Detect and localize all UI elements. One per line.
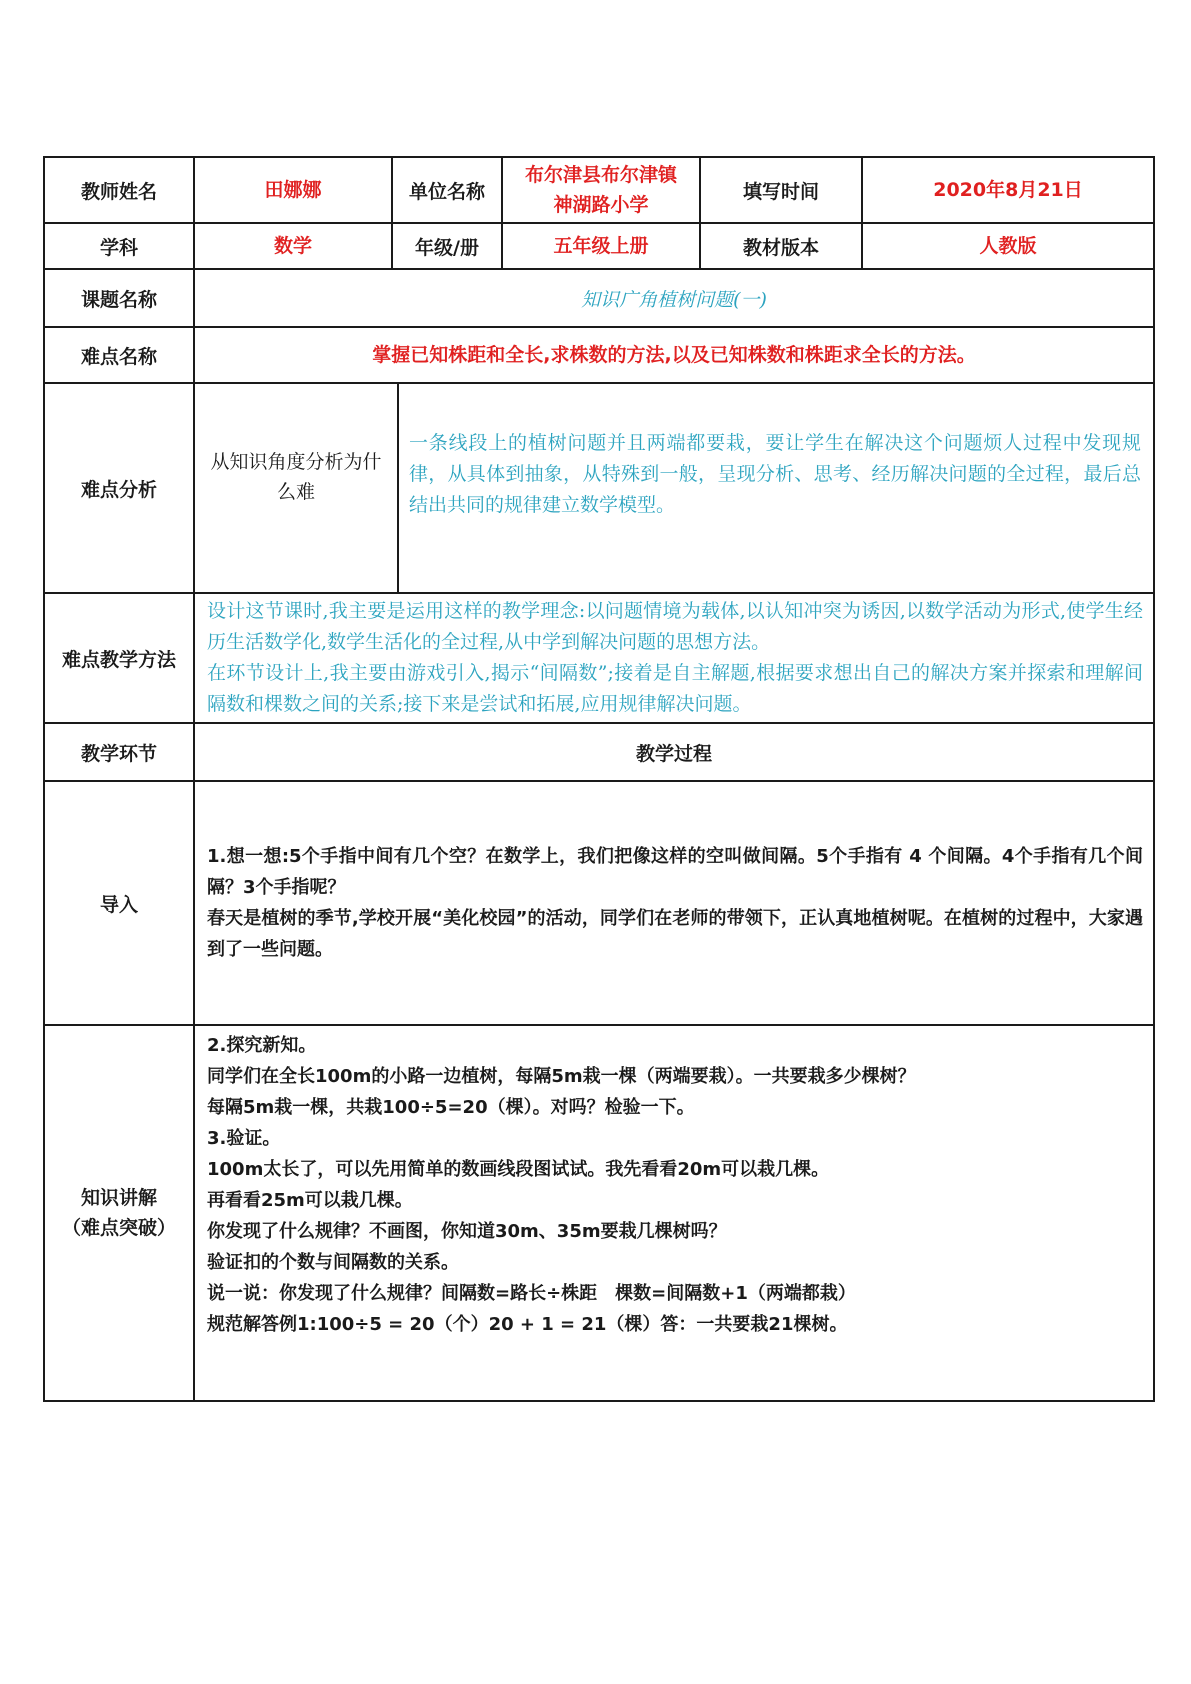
process-label: 教学过程 — [194, 723, 1154, 781]
knowledge-line: 再看看25m可以栽几棵。 — [207, 1190, 413, 1211]
knowledge-line: 验证扣的个数与间隔数的关系。 — [207, 1252, 459, 1273]
knowledge-line: 你发现了什么规律？不画图，你知道30m、35m要栽几棵树吗？ — [207, 1221, 727, 1242]
method-text — [194, 593, 1154, 723]
knowledge-row — [44, 1025, 1154, 1401]
method-para-2: 在环节设计上,我主要由游戏引入,揭示“间隔数”;接着是自主解题,根据要求想出自己的解决方案并探索和理解间隔数和棵数之间的关系;接下来是尝试和拓展,应用规律解决问题。 — [207, 662, 1143, 715]
knowledge-line: 100m太长了，可以先用简单的数画线段图试试。我先看看20m可以栽几棵。 — [207, 1159, 830, 1180]
topic-row — [44, 269, 1154, 327]
knowledge-line: 规范解答例1:100÷5 = 20（个）20 + 1 = 21（棵）答：一共要栽21棵树。 — [207, 1314, 848, 1335]
intro-label: 导入 — [44, 781, 194, 1025]
analysis-text: 一条线段上的植树问题并且两端都要栽，要让学生在解决这个问题烦人过程中发现规律，从具体到抽象，从特殊到一般，呈现分析、思考、经历解决问题的全过程，最后总结出共同的规律建立数学模型。 — [409, 431, 1141, 516]
date-value: 2020年8月21日 — [862, 157, 1154, 223]
unit-label: 单位名称 — [392, 157, 502, 223]
difficulty-value: 掌握已知株距和全长,求株数的方法,以及已知株数和株距求全长的方法。 — [194, 327, 1154, 383]
unit-name-line2: 神湖路小学 — [553, 194, 649, 216]
method-label: 难点教学方法 — [44, 593, 194, 723]
lesson-plan-table — [43, 156, 1155, 1402]
difficulty-label: 难点名称 — [44, 327, 194, 383]
knowledge-line: 说一说：你发现了什么规律？间隔数=路长÷株距 棵数=间隔数+1（两端都栽） — [207, 1283, 856, 1304]
stage-label: 教学环节 — [44, 723, 194, 781]
intro-para-2: 春天是植树的季节,学校开展“美化校园”的活动，同学们在老师的带领下，正认真地植树呢。在植树的过程中，大家遇到了一些问题。 — [207, 908, 1143, 960]
analysis-inner-table — [195, 384, 1153, 592]
intro-row — [44, 781, 1154, 1025]
method-row — [44, 593, 1154, 723]
grade-label: 年级/册 — [392, 223, 502, 269]
analysis-row — [44, 383, 1154, 593]
teacher-label: 教师姓名 — [44, 157, 194, 223]
knowledge-label-line2: （难点突破） — [61, 1217, 176, 1239]
teacher-name: 田娜娜 — [194, 157, 392, 223]
method-para-1: 设计这节课时,我主要是运用这样的教学理念:以问题情境为载体,以认知冲突为诱因,以数学活动为形式,使学生经历生活数学化,数学生活化的全过程,从中学到解决问题的思想方法。 — [207, 600, 1143, 653]
unit-name — [502, 157, 700, 223]
lesson-plan-form — [43, 156, 1153, 1402]
difficulty-row — [44, 327, 1154, 383]
process-header-row — [44, 723, 1154, 781]
subject-value: 数学 — [194, 223, 392, 269]
analysis-sub-label: 从知识角度分析为什么难 — [195, 384, 398, 592]
knowledge-line: 同学们在全长100m的小路一边植树，每隔5m栽一棵（两端要栽）。一共要栽多少棵树？ — [207, 1066, 916, 1087]
grade-value: 五年级上册 — [502, 223, 700, 269]
knowledge-label-line1: 知识讲解 — [80, 1187, 157, 1209]
analysis-cell — [194, 383, 1154, 593]
knowledge-line: 3.验证。 — [207, 1128, 281, 1149]
subject-label: 学科 — [44, 223, 194, 269]
header-row-2 — [44, 223, 1154, 269]
intro-para-1: 1.想一想:5个手指中间有几个空？在数学上，我们把像这样的空叫做间隔。5个手指有 4 个间隔。4个手指有几个间隔？3个手指呢？ — [207, 846, 1143, 898]
unit-name-line1: 布尔津县布尔津镇 — [524, 164, 677, 186]
knowledge-text — [194, 1025, 1154, 1401]
knowledge-line: 每隔5m栽一棵，共栽100÷5=20（棵）。对吗？检验一下。 — [207, 1097, 695, 1118]
intro-text — [194, 781, 1154, 1025]
analysis-label: 难点分析 — [44, 383, 194, 593]
topic-value: 知识广角植树问题(一) — [194, 269, 1154, 327]
knowledge-line: 2.探究新知。 — [207, 1035, 317, 1056]
topic-label: 课题名称 — [44, 269, 194, 327]
knowledge-label — [44, 1025, 194, 1401]
edition-label: 教材版本 — [700, 223, 862, 269]
header-row-1 — [44, 157, 1154, 223]
date-label: 填写时间 — [700, 157, 862, 223]
edition-value: 人教版 — [862, 223, 1154, 269]
